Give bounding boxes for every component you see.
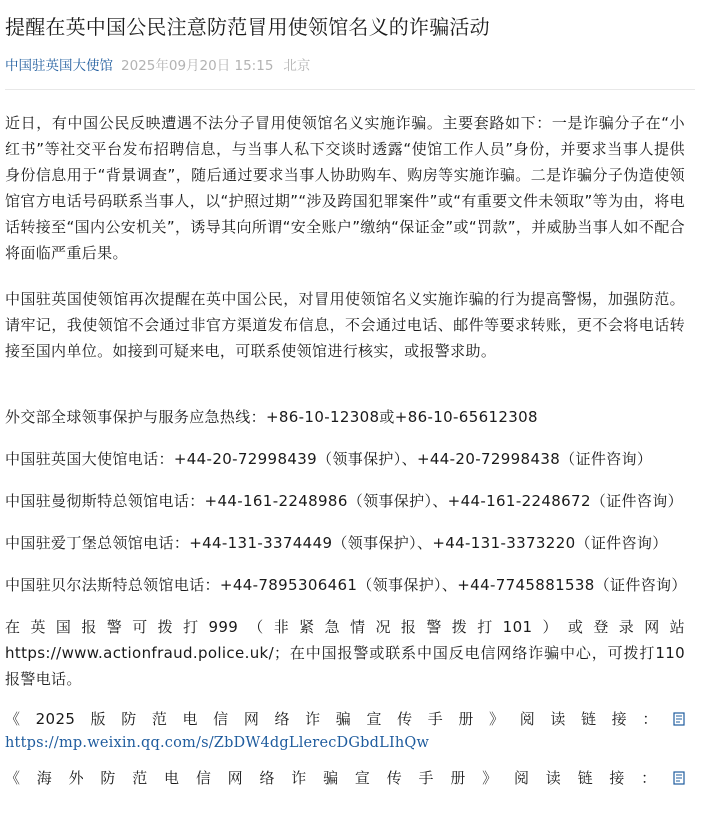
paragraph-embassy-london: 中国驻英国大使馆电话：+44-20-72998439（领事保护）、+44-20-72998438（证件咨询） bbox=[5, 450, 653, 468]
paragraph-police bbox=[5, 614, 685, 692]
document-link-icon[interactable] bbox=[673, 708, 685, 722]
handbook-2025 bbox=[5, 706, 685, 751]
handbook-overseas bbox=[5, 765, 685, 791]
handbook-2025-label: 《2025版防范电信网络诈骗宣传手册》阅读链接： bbox=[5, 710, 673, 728]
handbook-2025-url[interactable]: https://mp.weixin.qq.com/s/ZbDW4dgLlerecDGbdLIhQw bbox=[5, 735, 430, 751]
paragraph-consulate-manchester: 中国驻曼彻斯特总领馆电话：+44-161-2248986（领事保护）、+44-161-2248672（证件咨询） bbox=[5, 492, 683, 510]
paragraph-consulate-edinburgh: 中国驻爱丁堡总领馆电话：+44-131-3374449（领事保护）、+44-131-3373220（证件咨询） bbox=[5, 534, 668, 552]
divider bbox=[5, 89, 695, 90]
paragraph-intro: 近日，有中国公民反映遭遇不法分子冒用使领馆名义实施诈骗。主要套路如下：一是诈骗分子在“小红书”等社交平台发布招聘信息，与当事人私下交谈时透露“使馆工作人员”身份，并要求当事人提供身份信息用于“背景调查”，随后通过要求当事人协助购车、购房等实施诈骗。二是诈骗分子伪造使领馆官方电话号码联系当事人，以“护照过期”“涉及跨国犯罪案件”或“有重要文件未领取”等为由，将电话转接至“国内公安机关”，诱导其向所谓“安全账户”缴纳“保证金”或“罚款”，并威胁当事人如不配合将面临严重后果。 bbox=[5, 114, 685, 262]
article-meta bbox=[5, 56, 310, 76]
handbook-overseas-label: 《海外防范电信网络诈骗宣传手册》阅读链接： bbox=[5, 769, 673, 787]
document-link-icon[interactable] bbox=[673, 767, 685, 781]
paragraph-hotline: 外交部全球领事保护与服务应急热线：+86-10-12308或+86-10-65612308 bbox=[5, 408, 538, 426]
police-line-1: 在英国报警可拨打999（非紧急情况报警拨打101）或登录网站 bbox=[5, 618, 685, 636]
article-title: 提醒在英中国公民注意防范冒用使领馆名义的诈骗活动 bbox=[5, 15, 490, 39]
police-line-2: https://www.actionfraud.police.uk/；在中国报警或联系中国反电信网络诈骗中心，可拨打110报警电话。 bbox=[5, 644, 685, 688]
publish-date: 2025年09月20日 15:15 bbox=[121, 58, 274, 74]
publish-location: 北京 bbox=[283, 58, 311, 74]
paragraph-consulate-belfast: 中国驻贝尔法斯特总领馆电话：+44-7895306461（领事保护）、+44-7745881538（证件咨询） bbox=[5, 576, 687, 594]
paragraph-reminder: 中国驻英国使领馆再次提醒在英中国公民，对冒用使领馆名义实施诈骗的行为提高警惕，加强防范。请牢记，我使领馆不会通过非官方渠道发布信息，不会通过电话、邮件等要求转账，更不会将电话转接至国内单位。如接到可疑来电，可联系使领馆进行核实，或报警求助。 bbox=[5, 290, 685, 360]
article-body bbox=[5, 110, 685, 791]
source-link[interactable]: 中国驻英国大使馆 bbox=[5, 58, 113, 74]
